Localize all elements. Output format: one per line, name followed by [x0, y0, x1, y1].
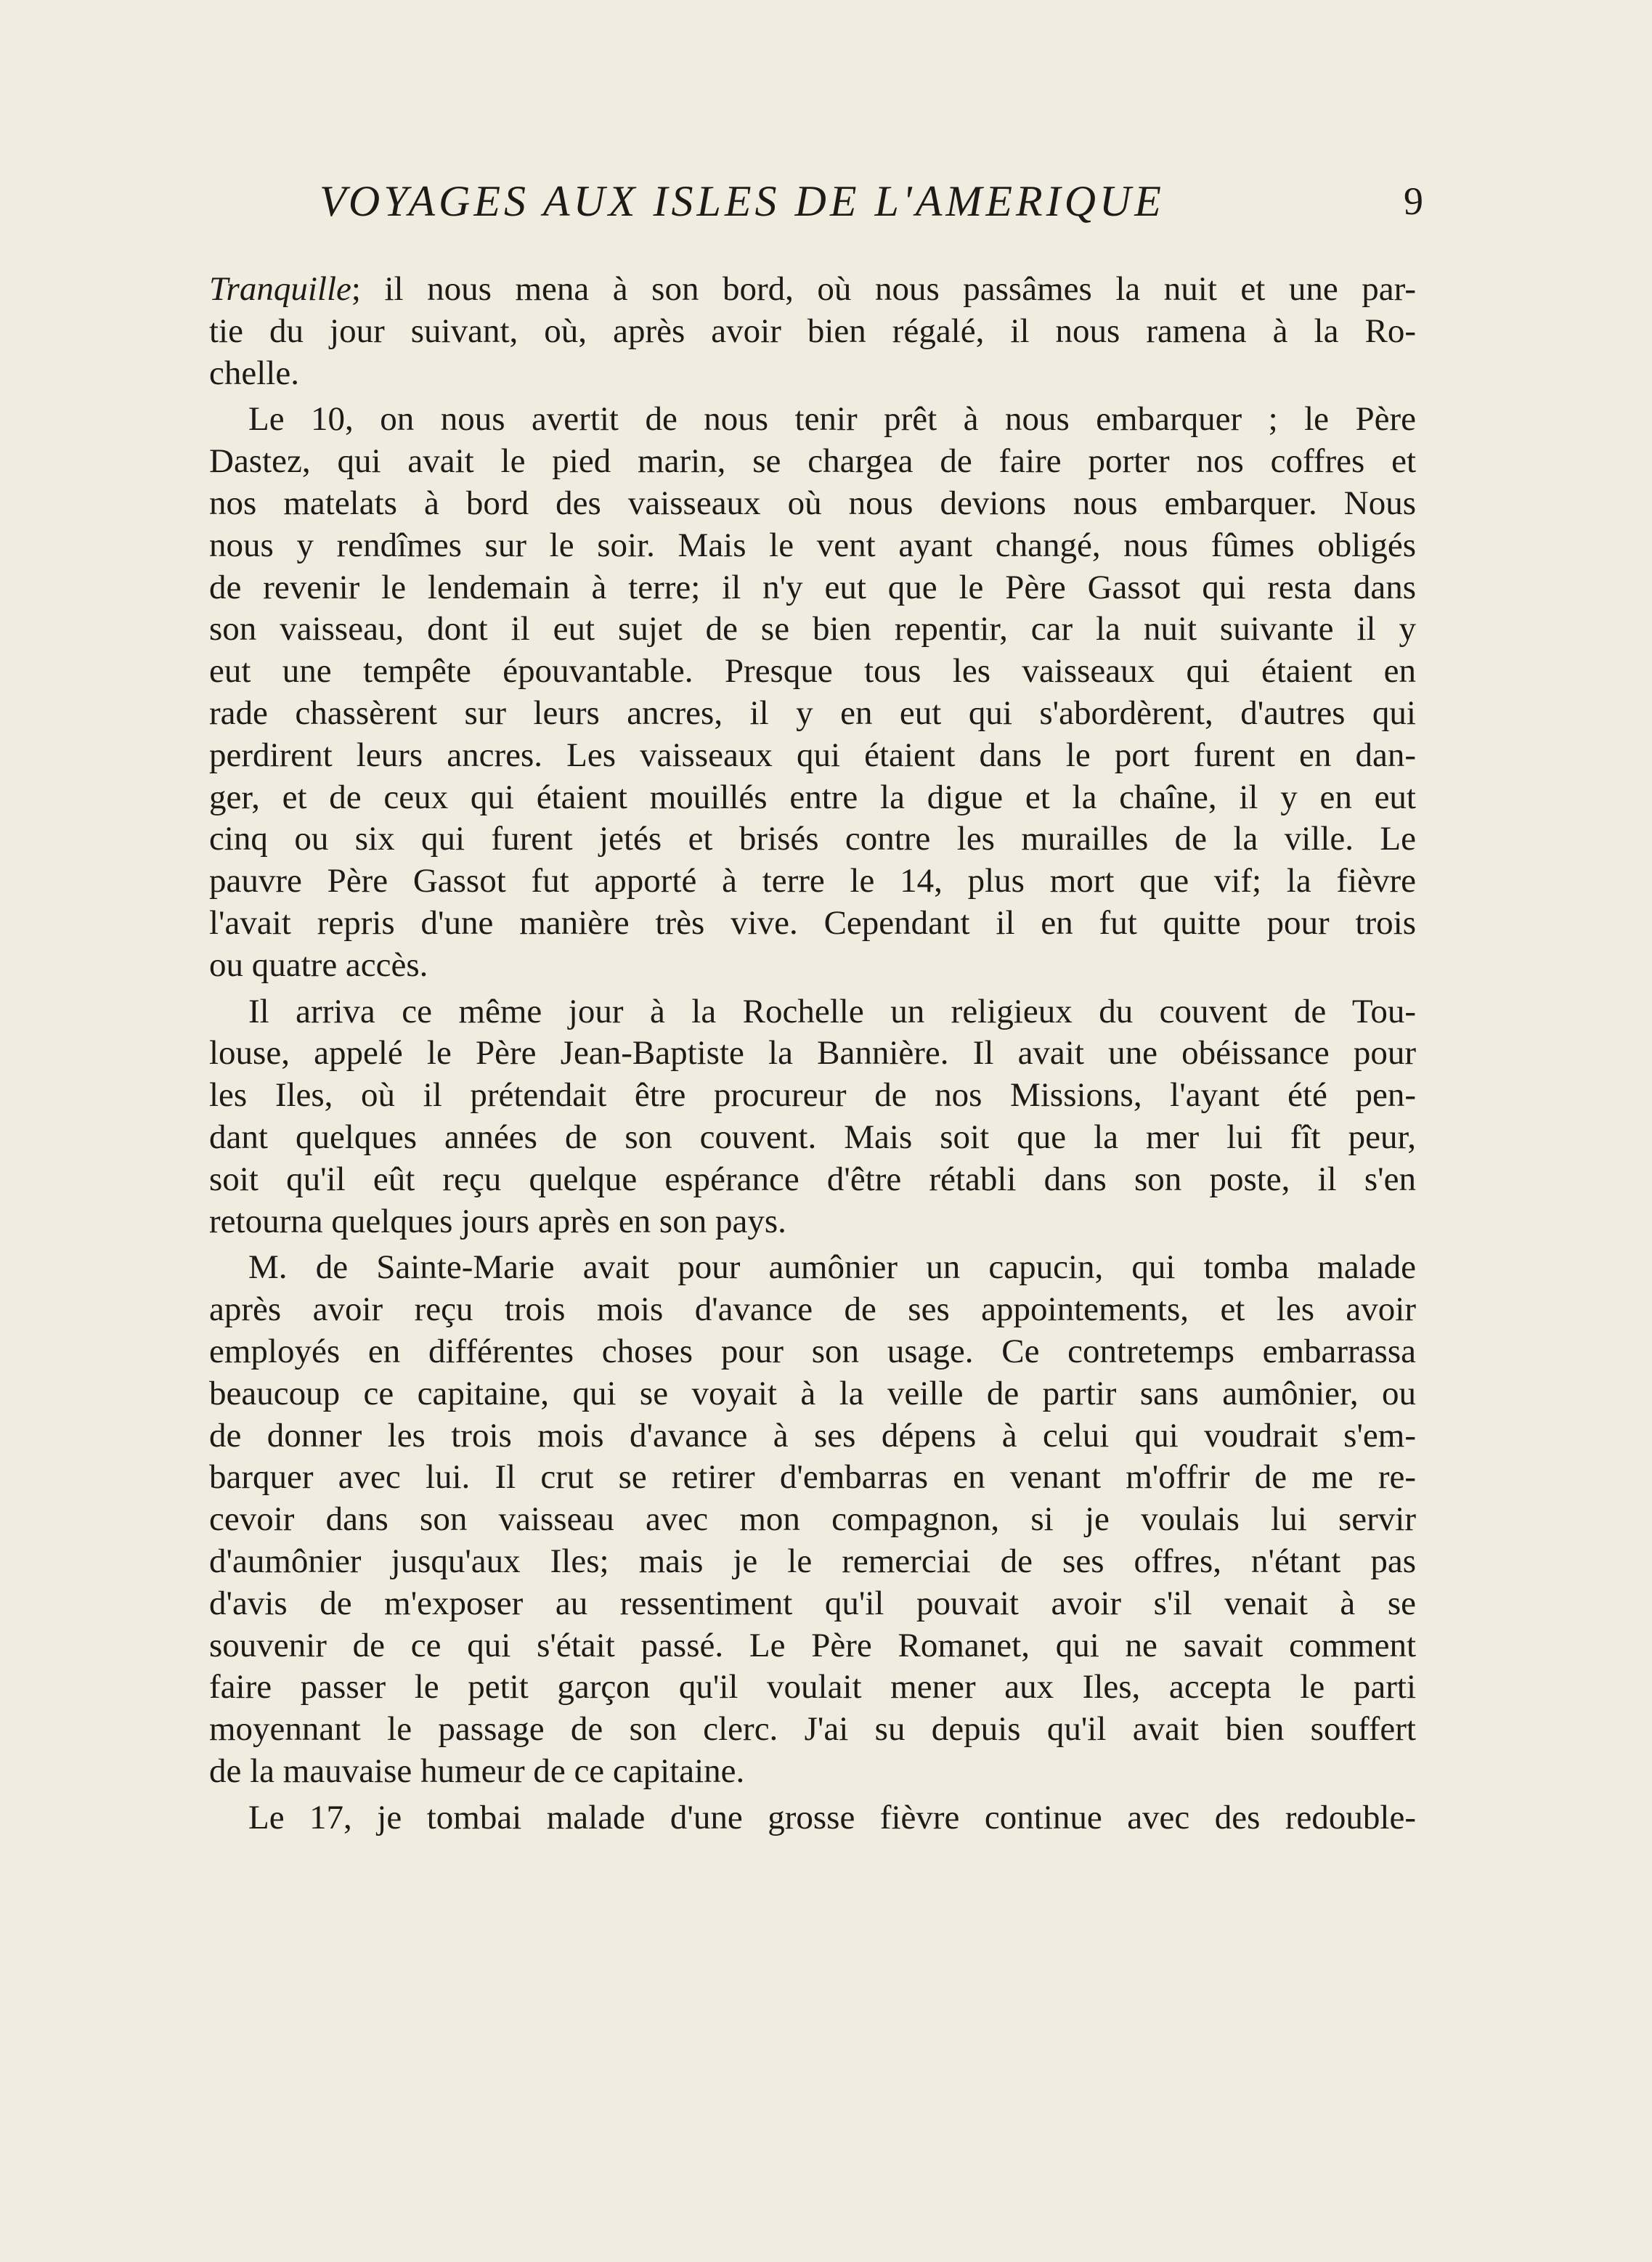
text-line: nos matelats à bord des vaisseaux où nous devions nous embarquer. Nous — [209, 484, 1416, 522]
text-line: souvenir de ce qui s'était passé. Le Père Romanet, qui ne savait comment — [209, 1626, 1416, 1664]
text-line: les Iles, où il prétendait être procureur de nos Missions, l'ayant été pen- — [209, 1076, 1416, 1115]
text-line: nous y rendîmes sur le soir. Mais le vent ayant changé, nous fûmes obligés — [209, 526, 1416, 564]
text-line: Le 10, on nous avertit de nous tenir prêt à nous embarquer ; le Père — [248, 400, 1416, 439]
page-number: 9 — [1404, 179, 1423, 223]
text-line: retourna quelques jours après en son pays. — [209, 1202, 786, 1240]
body-text — [209, 269, 1416, 1839]
text-line: moyennant le passage de son clerc. J'ai su depuis qu'il avait bien souffert — [209, 1710, 1416, 1749]
text-line: l'avait repris d'une manière très vive. Cependant il en fut quitte pour trois — [209, 903, 1416, 942]
text-line: tie du jour suivant, où, après avoir bien régalé, il nous ramena à la Ro- — [209, 312, 1416, 350]
text-line: d'aumônier jusqu'aux Iles; mais je le remerciai de ses offres, n'étant pas — [209, 1542, 1416, 1580]
text-line: louse, appelé le Père Jean-Baptiste la Bannière. Il avait une obéissance pour — [209, 1034, 1416, 1073]
text-line: Il arriva ce même jour à la Rochelle un religieux du couvent de Tou- — [248, 992, 1416, 1030]
text-line: ger, et de ceux qui étaient mouillés entre la digue et la chaîne, il y en eut — [209, 778, 1416, 816]
text-line: barquer avec lui. Il crut se retirer d'embarras en venant m'offrir de me re- — [209, 1458, 1416, 1497]
text-line: cevoir dans son vaisseau avec mon compagnon, si je voulais lui servir — [209, 1500, 1416, 1539]
text-line: ou quatre accès. — [209, 945, 428, 984]
text-line: beaucoup ce capitaine, qui se voyait à la veille de partir sans aumônier, ou — [209, 1374, 1416, 1412]
text-line: cinq ou six qui furent jetés et brisés contre les murailles de la ville. Le — [209, 820, 1416, 858]
text-line: après avoir reçu trois mois d'avance de ses appointements, et les avoir — [209, 1290, 1416, 1329]
text-line: de revenir le lendemain à terre; il n'y eut que le Père Gassot qui resta dans — [209, 568, 1416, 606]
text-line: rade chassèrent sur leurs ancres, il y en eut qui s'abordèrent, d'autres qui — [209, 693, 1416, 732]
text-line: soit qu'il eût reçu quelque espérance d'être rétabli dans son poste, il s'en — [209, 1160, 1416, 1198]
text-line: Le 17, je tombai malade d'une grosse fièvre continue avec des redouble- — [248, 1798, 1416, 1836]
text-line: employés en différentes choses pour son usage. Ce contretemps embarrassa — [209, 1332, 1416, 1370]
text-line: de donner les trois mois d'avance à ses dépens à celui qui voudrait s'em- — [209, 1416, 1416, 1455]
text-line: pauvre Père Gassot fut apporté à terre le 14, plus mort que vif; la fièvre — [209, 862, 1416, 900]
text-line: son vaisseau, dont il eut sujet de se bien repentir, car la nuit suivante il y — [209, 610, 1416, 648]
running-head — [320, 168, 1423, 234]
text-line: M. de Sainte-Marie avait pour aumônier un capucin, qui tomba malade — [248, 1248, 1416, 1287]
text-line: Dastez, qui avait le pied marin, se chargea de faire porter nos coffres et — [209, 442, 1416, 481]
text-line: chelle. — [209, 354, 299, 392]
text-line: de la mauvaise humeur de ce capitaine. — [209, 1752, 745, 1790]
text-line: faire passer le petit garçon qu'il voulait mener aux Iles, accepta le parti — [209, 1668, 1416, 1706]
text-line: eut une tempête épouvantable. Presque tous les vaisseaux qui étaient en — [209, 652, 1416, 691]
text-line: d'avis de m'exposer au ressentiment qu'il pouvait avoir s'il venait à se — [209, 1584, 1416, 1622]
running-title: VOYAGES AUX ISLES DE L'AMERIQUE — [320, 177, 1165, 225]
ship-name: Tranquille — [209, 270, 351, 308]
text-line: perdirent leurs ancres. Les vaisseaux qui étaient dans le port furent en dan- — [209, 736, 1416, 774]
line-text: ; il nous mena à son bord, où nous passâmes la nuit et une par- — [351, 270, 1416, 308]
text-line: dant quelques années de son couvent. Mais soit que la mer lui fît peur, — [209, 1118, 1416, 1156]
text-line — [209, 269, 1416, 311]
